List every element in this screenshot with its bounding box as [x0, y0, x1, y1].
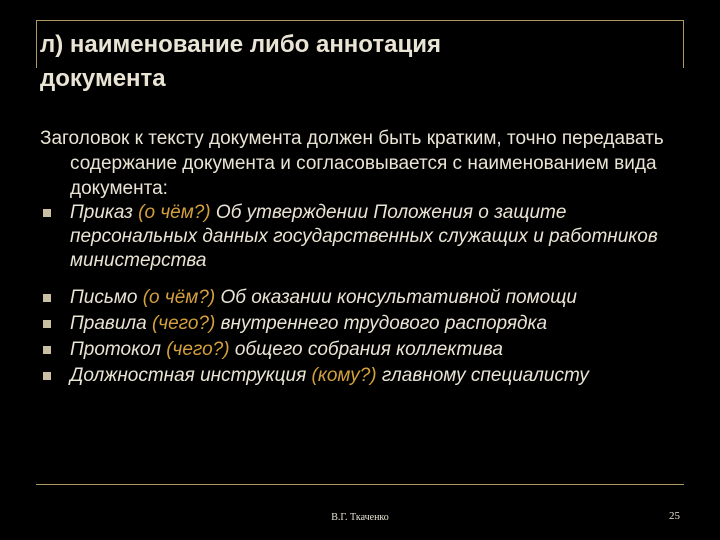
title-frame-top-line: [36, 20, 684, 21]
bullet-lead: Письмо: [70, 287, 143, 308]
bullet-rest: внутреннего трудового распорядка: [215, 313, 548, 334]
bullet-question: (о чём?): [142, 287, 216, 308]
bullet-question: (кому?): [311, 365, 377, 386]
intro-paragraph: Заголовок к тексту документа должен быть кратким, точно передавать содержание документа и согласовывается с наименованием вида документа:: [40, 128, 664, 199]
bullet-question: (чего?): [151, 313, 216, 334]
bullet-rest: Об утверждении Положения о защите персональных данных государственных служащих и работников министерства: [70, 202, 658, 271]
bullet-lead: Должностная инструкция: [70, 365, 312, 386]
title-frame-right-line: [683, 20, 684, 68]
list-item: [40, 312, 685, 336]
title-frame-left-line: [36, 20, 37, 68]
bullet-lead: Протокол: [70, 339, 167, 360]
slide-title-line2: документа: [40, 65, 166, 92]
footer-author: В.Г. Ткаченко: [331, 512, 389, 523]
footer-divider: [36, 484, 684, 485]
list-item: [40, 286, 685, 310]
slide-title: [40, 28, 680, 96]
bullet-question: (о чём?): [138, 202, 211, 223]
bullet-lead: Приказ: [70, 202, 139, 223]
bullet-rest: Об оказании консультативной помощи: [215, 287, 577, 308]
page-number: 25: [669, 510, 680, 522]
list-item: [40, 201, 685, 273]
list-item: [40, 364, 685, 388]
slide-title-line1: л) наименование либо аннотация: [40, 31, 441, 58]
square-bullet-icon: [43, 294, 51, 302]
square-bullet-icon: [43, 372, 51, 380]
bullet-list: [40, 201, 685, 388]
bullet-rest: главному специалисту: [376, 365, 589, 386]
bullet-question: (чего?): [166, 339, 230, 360]
bullet-lead: Правила: [70, 313, 152, 334]
bullet-rest: общего собрания коллектива: [229, 339, 503, 360]
square-bullet-icon: [43, 346, 51, 354]
square-bullet-icon: [43, 209, 51, 217]
list-item: [40, 338, 685, 362]
square-bullet-icon: [43, 320, 51, 328]
